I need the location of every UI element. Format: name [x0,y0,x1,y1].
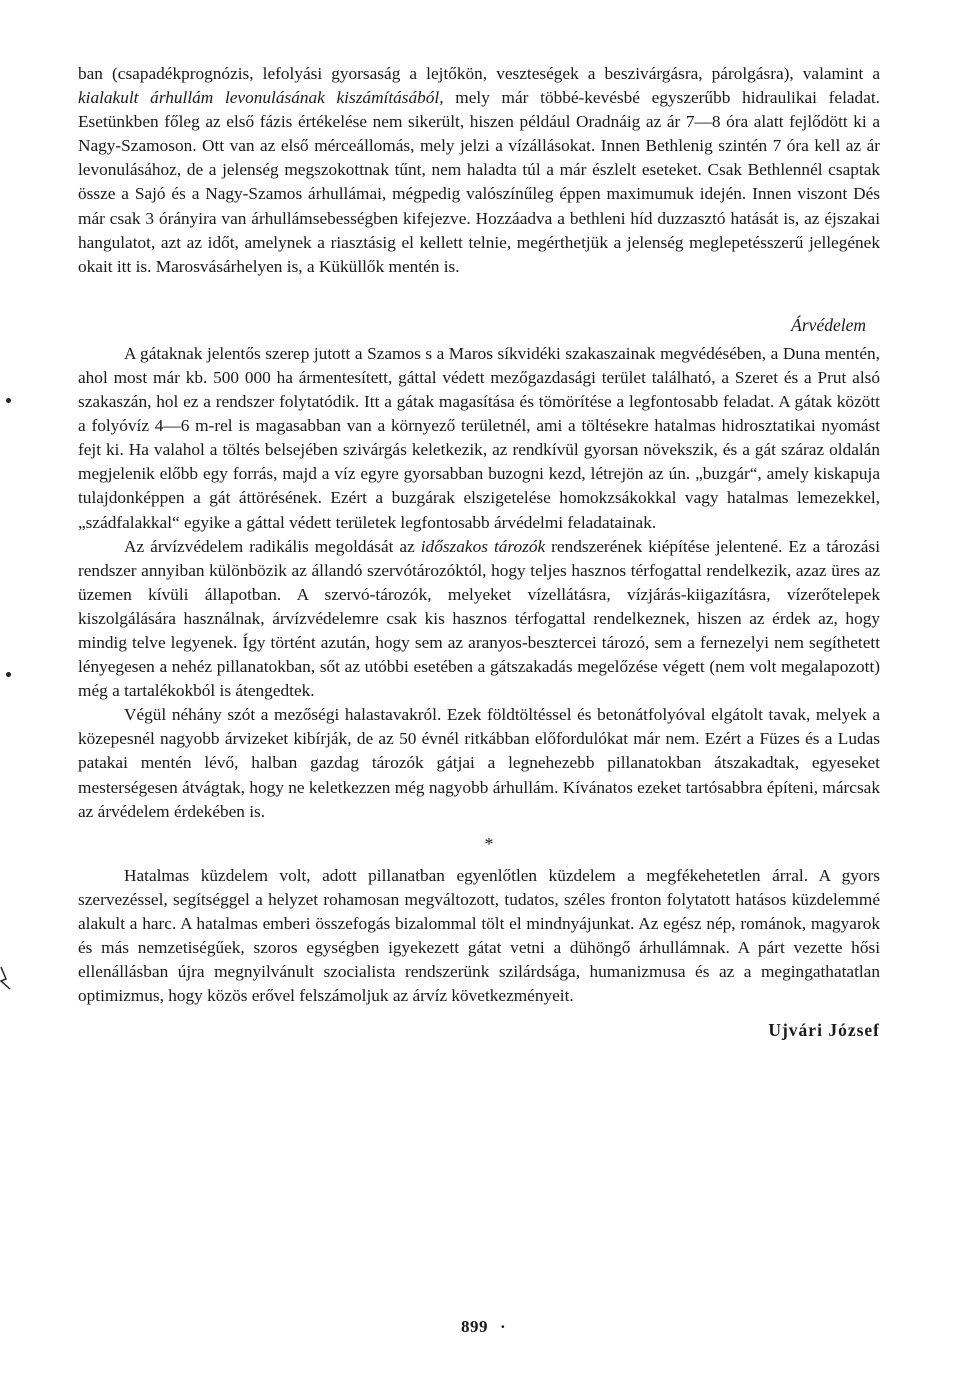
page-number [461,1316,506,1338]
paragraph-reservoirs-italic: időszakos tározók [420,536,546,556]
paragraph-reservoirs-text-c: rendszerének kiépítése jelentené. Ez a tározási rendszer annyiban különbözik az állandó szervótározóktól, hogy teljes hasznos térfogattal rendelkezik, azaz üres az üzemen kívüli állapotban. A szervó-tározók, melyeket vízellátásra, vízjárás-kiigazításra, vízerőtelepek kiszolgálására használnak, árvízvédelemre csak kis hasznos térfogattal rendelkeznek, hiszen az érdek az, hogy mindig telve legyenek. Így történt azután, hogy sem az aranyos-besztercei tározó, sem a fernezelyi nem segíthetett lényegesen a nehéz pillanatokban, sőt az utóbbi esetében a gátszakadás megelőzése végett (nem volt megalapozott) még a tartalékokból is átengedtek. [78,536,881,701]
section-separator-asterisk: * [484,833,494,854]
section-heading-arvedelem: Árvédelem [791,314,866,335]
paragraph-reservoirs [78,535,880,704]
page-number-dot: · [500,1317,507,1336]
page-number-value: 899 [461,1317,488,1336]
page-body [78,62,880,1042]
scan-mark-dot [6,672,11,677]
paragraph-hydraulics-italic: kialakult árhullám levonulásának kiszámításából, [78,88,444,108]
paragraph-hydraulics-text-a: ban (csapadékprognózis, lefolyási gyorsaság a lejtőkön, veszteségek a beszivárgásra, párolgásra), valamint a [78,64,880,83]
paragraph-reservoirs-text-a: Az árvízvédelem radikális megoldását az [124,536,421,556]
author-signature: Ujvári József [768,1020,880,1041]
scan-mark-bracket [0,965,12,995]
paragraph-hydraulics-text-c: mely már többé-kevésbé egyszerűbb hidraulikai feladat. Esetünkben főleg az első fázis értékelése nem sikerült, hiszen például Oradnáig az ár 7—8 óra alatt fejlődött ki a Nagy-Szamoson. Ott van az első mérceállomás, mely jelzi a vízállásokat. Innen Bethlenig szintén 7 óra kell az ár levonulásához, de a jelenség megszokottnak tűnt, nem haladta túl a már észlelt eseteket. Csak Bethlennél csaptak össze a Sajó és a Nagy-Szamos árhullámai, mégpedig valószínűleg éppen maximumuk idején. Innen viszont Dés már csak 3 órányira van árhullámsebességben kifejezve. Hozzáadva a bethleni híd duzzasztó hatását is, az éjszakai hangulatot, azt az időt, amelynek a riasztásig el kellett telnie, megérthetjük a jelenség meglepetésszerű jellegének okait itt is. Marosvásárhelyen is, a Küküllők mentén is. [78,88,880,276]
scan-mark-dot [6,398,11,403]
paragraph-dams: A gátaknak jelentős szerep jutott a Szamos s a Maros síkvidéki szakaszainak megvédésében, a Duna mentén, ahol most már kb. 500 000 ha ármentesített, gáttal védett mezőgazdasági terület található, a Szeret és a Prut alsó szakaszán, hol ez a rendszer folytatódik. Itt a gátak magasítása és tömörítése a legfontosabb feladat. A gátak között a folyóvíz 4—6 m-rel is magasabban van a környező területnél, ami a töltésekre hatalmas hidrosztatikai nyomást fejt ki. Ha valahol a töltés belsejében szivárgás keletkezik, az rendkívül gyorsan növekszik, és a gát száraz oldalán megjelenik előbb egy forrás, majd a víz egyre gyorsabban buzogni kezd, létrejön az ún. „buzgár“, amely kiskapuja tulajdonképpen a gát áttörésének. Ezért a buzgárak elszigetelése homokzsákokkal vagy hatalmas lemezekkel, „szádfalakkal“ egyike a gáttal védett területek legfontosabb árvédelmi feladatainak. [78,343,880,532]
paragraph-hydraulics [78,62,880,279]
paragraph-conclusion: Hatalmas küzdelem volt, adott pillanatban egyenlőtlen küzdelem a megfékehetetlen árral. A gyors szervezéssel, segítséggel a helyzet rohamosan megváltozott, tudatos, széles fronton folytatott hatásos küzdelemmé alakult a harc. A hatalmas emberi összefogás bizalommal tölt el mindnyájunkat. Az egész nép, románok, magyarok és más nemzetiségűek, szoros egységben igyekezett gátat vetni a dühöngő árhullámnak. A párt vezette hősi ellenállásban újra megnyilvánult szocialista rendszerünk szilárdsága, humanizmusa és az a megingathatatlan optimizmus, hogy közös erővel felszámoljuk az árvíz következményeit. [78,865,880,1006]
paragraph-fishponds: Végül néhány szót a mezőségi halastavakról. Ezek földtöltéssel és betonátfolyóval elgátolt tavak, melyek a közepesnél nagyobb árvizeket kibírják, de az 50 évnél ritkábban előfordulókat már nem. Ezért a Füzes és a Ludas patakai mentén lévő, halban gazdag tározók gátjai a legnehezebb pillanatokban átszakadtak, egyeseket mesterségesen átvágtak, hogy ne keletkezzen még nagyobb árhullám. Kívánatos ezeket tartósabbra építeni, márcsak az árvédelem érdekében is. [78,705,880,821]
